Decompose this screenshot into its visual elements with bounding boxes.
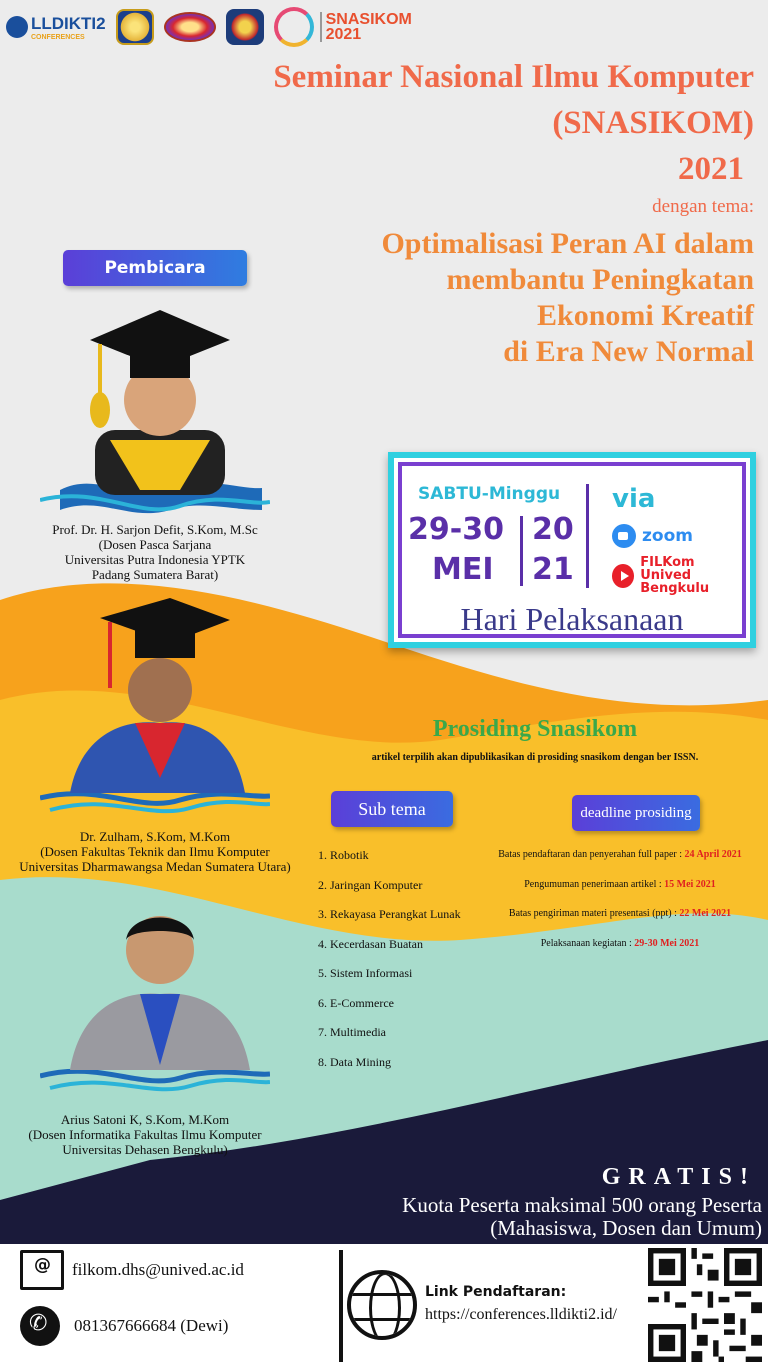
youtube-platform: FILKom Unived Bengkulu (612, 556, 742, 595)
subtema-list (318, 848, 461, 1084)
list-item: 1. Robotik (318, 848, 369, 862)
speaker-1-caption: Prof. Dr. H. Sarjon Defit, S.Kom, M.Sc (Dosen Pasca Sarjana Universitas Putra Indonesia YPTK Padang Sumatera Barat) (52, 522, 258, 582)
speaker-3-caption: Arius Satoni K, S.Kom, M.Kom (Dosen Informatika Fakultas Ilmu Komputer Universitas Dehasen Bengkulu) (28, 1112, 262, 1157)
subtema-badge: Sub tema (331, 791, 453, 827)
theme-text: Optimalisasi Peran AI dalam membantu Peningkatan Ekonomi Kreatif di Era New Normal (381, 227, 754, 368)
dehasen-logo (164, 12, 216, 42)
lldikti-logo: LLDIKTI2 CONFERENCES (6, 14, 106, 41)
deadline-item: Batas pengiriman materi presentasi (ppt) : 22 Mei 2021 (508, 908, 732, 919)
contact-email[interactable]: @ filkom.dhs@unived.ac.id (20, 1250, 244, 1290)
event-date: 29-30 (408, 512, 504, 547)
list-item: 5. Sistem Informasi (318, 966, 413, 980)
deadline-item: Pelaksanaan kegiatan : 29-30 Mei 2021 (540, 937, 700, 949)
prosiding-title: Prosiding Snasikom (432, 716, 638, 742)
youtube-icon (612, 564, 634, 588)
event-year-b: 21 (532, 552, 574, 587)
speaker-1-photo (40, 310, 270, 520)
quota-text: Kuota Peserta maksimal 500 orang Peserta (Mahasiswa, Dosen dan Umum) (402, 1193, 762, 1240)
speaker-2-caption: Dr. Zulham, S.Kom, M.Kom (Dosen Fakultas Teknik dan Ilmu Komputer Universitas Dharmawangsa Medan Sumatera Utara) (19, 829, 291, 874)
tema-label: dengan tema: (652, 196, 754, 217)
whatsapp-icon (20, 1306, 60, 1346)
lldikti-icon (6, 16, 28, 38)
page-title: Seminar Nasional Ilmu Komputer (SNASIKOM) 2021 (273, 59, 754, 187)
event-year-a: 20 (532, 512, 574, 547)
deadline-list (470, 849, 768, 967)
via-label: via (612, 484, 656, 514)
prosiding-subtitle: artikel terpilih akan dipublikasikan di prosiding snasikom dengan ber ISSN. (371, 752, 699, 763)
divider (520, 516, 523, 586)
event-date-box (388, 452, 756, 648)
globe-icon (347, 1270, 417, 1340)
qr-code[interactable] (648, 1248, 762, 1362)
logo-row (6, 8, 412, 46)
deadline-item: Batas pendaftaran dan penyerahan full paper : 24 April 2021 (498, 849, 742, 860)
list-item: 6. E-Commerce (318, 995, 394, 1010)
institution-seal-logo (226, 9, 264, 45)
link-label: Link Pendaftaran: (425, 1284, 567, 1300)
event-days: SABTU-Minggu (418, 484, 561, 504)
deadline-item: Pengumuman penerimaan artikel : 15 Mei 2021 (524, 878, 716, 890)
list-item: 8. Data Mining (318, 1054, 391, 1069)
list-item: 3. Rekayasa Perangkat Lunak (318, 907, 461, 921)
speaker-2-photo (40, 598, 270, 818)
list-item: 4. Kecerdasan Buatan (318, 936, 423, 951)
contact-phone[interactable]: ✆ 081367666684 (Dewi) (20, 1306, 228, 1346)
divider (586, 484, 589, 588)
list-item: 2. Jaringan Komputer (318, 877, 423, 892)
email-icon (20, 1250, 64, 1290)
footer-divider (339, 1250, 343, 1362)
list-item: 7. Multimedia (318, 1025, 386, 1039)
snasikom-logo: SNASIKOM 2021 (274, 7, 412, 47)
snasikom-icon (274, 7, 314, 47)
deadline-badge: deadline prosiding (572, 795, 700, 831)
gratis-label: GRATIS! (601, 1164, 756, 1190)
zoom-icon (612, 524, 636, 548)
university-seal-logo (116, 9, 154, 45)
event-month: MEI (432, 552, 494, 587)
registration-link[interactable]: https://conferences.lldikti2.id/ (425, 1306, 617, 1323)
pembicara-badge: Pembicara (63, 250, 247, 286)
zoom-platform: zoom (612, 524, 693, 548)
speaker-3-photo (40, 890, 270, 1100)
event-caption: Hari Pelaksanaan (460, 601, 684, 637)
